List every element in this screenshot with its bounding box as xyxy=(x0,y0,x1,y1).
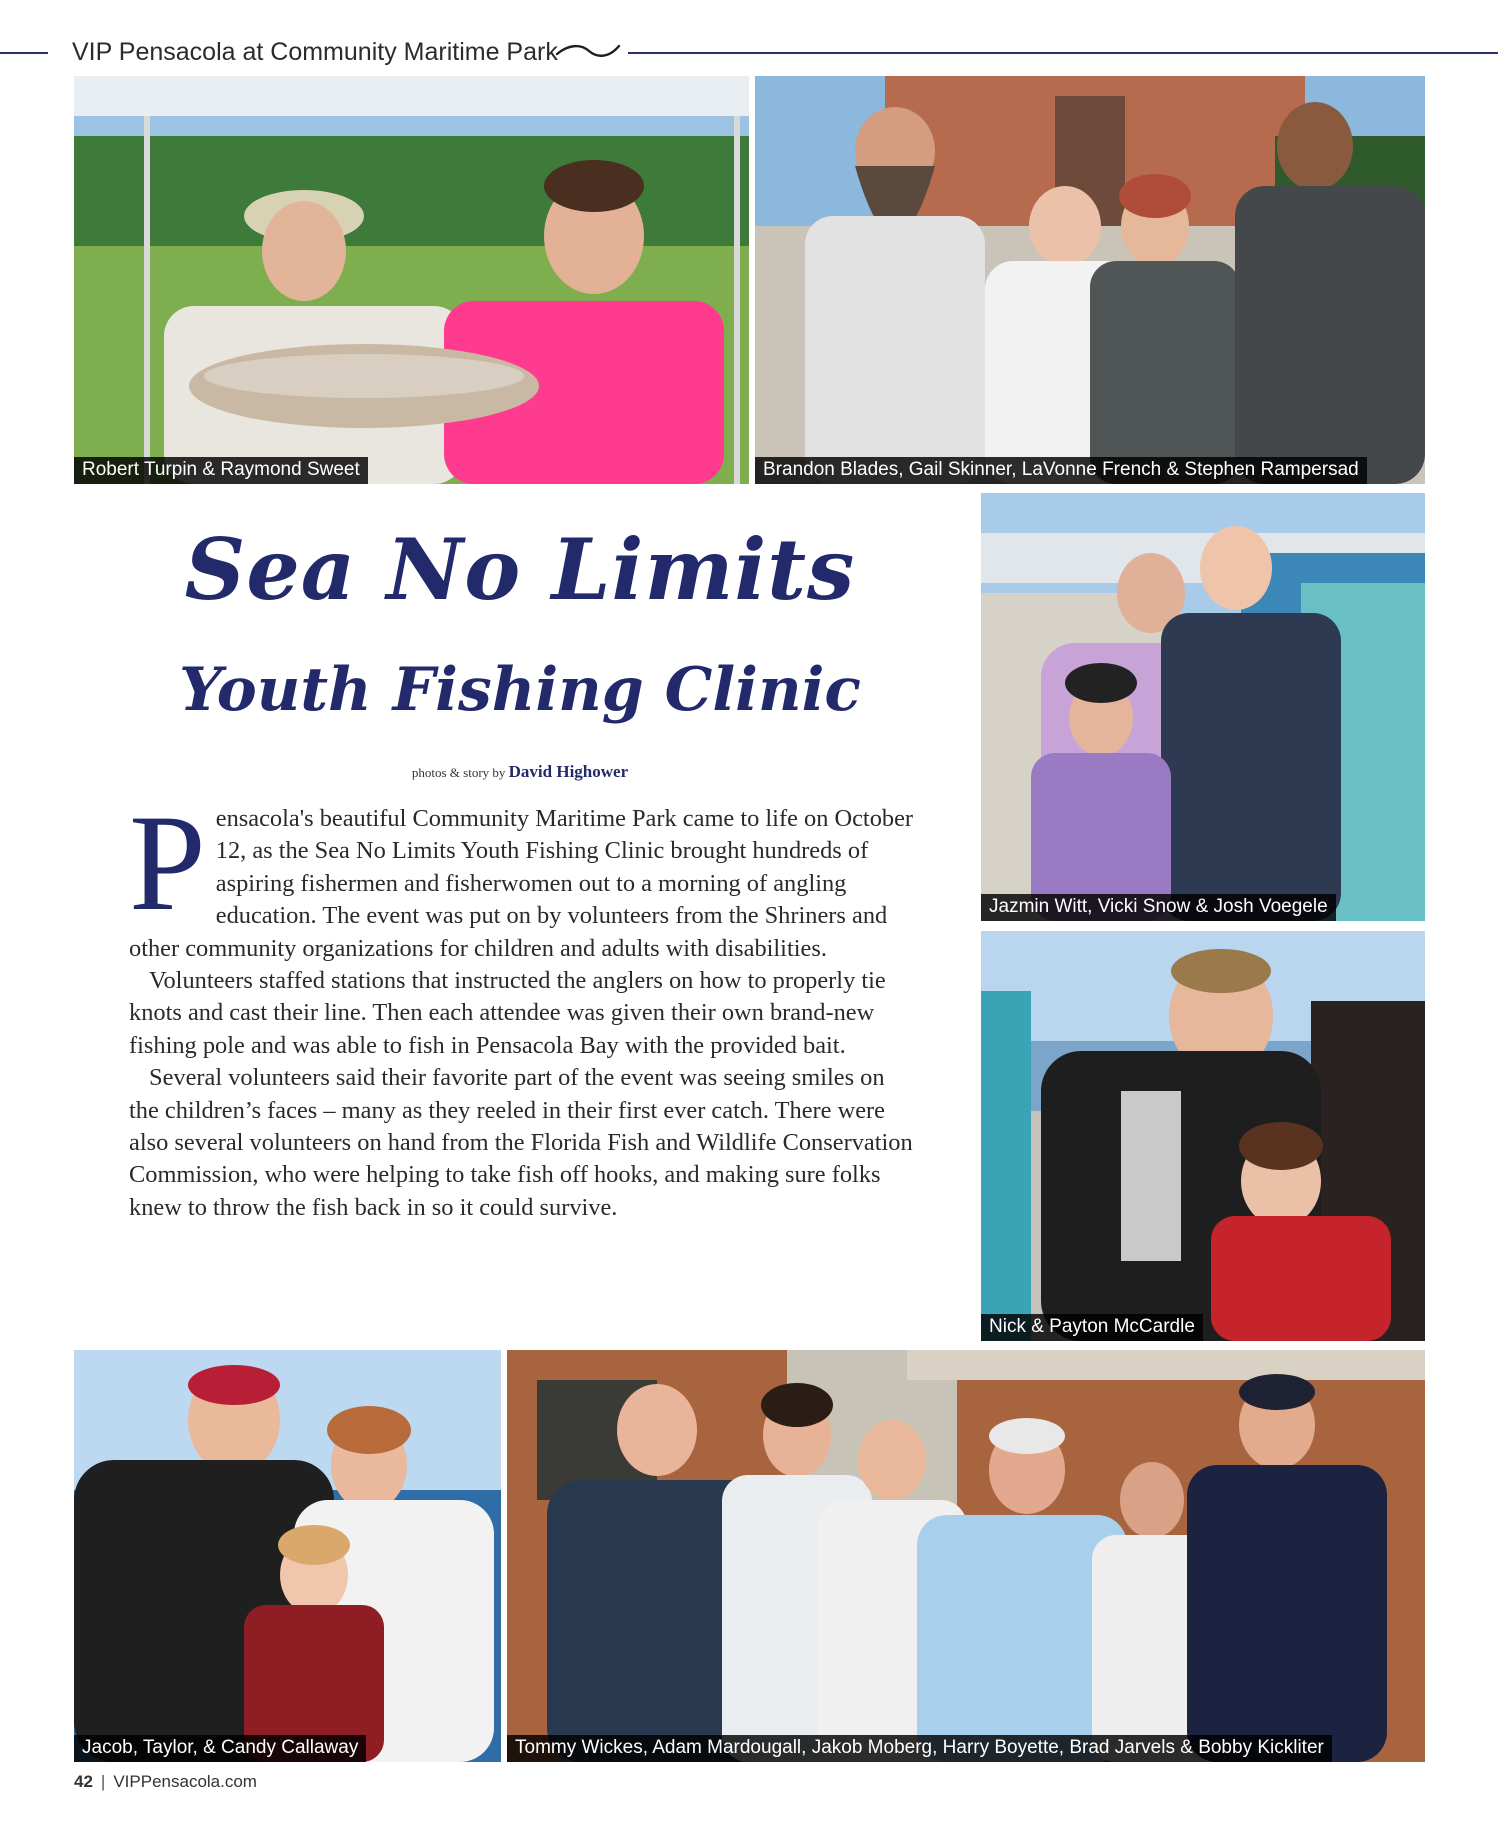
article-body xyxy=(129,786,919,1224)
byline-prefix: photos & story by xyxy=(411,765,506,780)
footer-separator: | xyxy=(100,1772,106,1791)
article-paragraph: Volunteers staffed stations that instructed the anglers on how to properly tie knots and cast their line. Then each attendee was given their own brand-new fishing pole and was able to fish in Pensacola Bay with the provided bait. xyxy=(129,967,886,1059)
header-rule-left xyxy=(0,52,48,54)
photo-caption: Jacob, Taylor, & Candy Callaway xyxy=(74,1735,366,1762)
article-paragraph: Several volunteers said their favorite part of the event was seeing smiles on the children’s faces – many as they reeled in their first ever catch. There were also several volunteers on hand from the Florida Fish and Wildlife Conservation Commission, who were helping to take fish off hooks, and making sure folks knew to throw the fish back in so it could survive. xyxy=(129,1064,913,1221)
drop-cap: P xyxy=(129,786,206,939)
section-title: VIP Pensacola at Community Maritime Park xyxy=(72,38,558,66)
page-number: 42 xyxy=(74,1772,93,1791)
photo-caption: Nick & Payton McCardle xyxy=(981,1314,1203,1341)
byline-author: David Highower xyxy=(508,762,629,781)
photo-image xyxy=(981,931,1425,1341)
photo-caption: Robert Turpin & Raymond Sweet xyxy=(74,457,368,484)
article-title: Sea No Limits xyxy=(184,520,856,619)
photo-volunteer-group xyxy=(507,1350,1425,1762)
photo-image xyxy=(74,1350,501,1762)
photo-father-son xyxy=(981,931,1425,1341)
website-link[interactable]: VIPPensacola.com xyxy=(113,1772,257,1791)
photo-image xyxy=(507,1350,1425,1762)
byline xyxy=(150,762,890,782)
photo-image xyxy=(981,493,1425,921)
page-footer xyxy=(74,1772,257,1792)
photo-caption: Brandon Blades, Gail Skinner, LaVonne French & Stephen Rampersad xyxy=(755,457,1367,484)
photo-image xyxy=(755,76,1425,484)
header-rule-right xyxy=(628,52,1498,54)
photo-pier-trio xyxy=(981,493,1425,921)
photo-caption: Tommy Wickes, Adam Mardougall, Jakob Moberg, Harry Boyette, Brad Jarvels & Bobby Kickliter xyxy=(507,1735,1332,1762)
photo-fish-holders xyxy=(74,76,749,484)
article-subtitle: Youth Fishing Clinic xyxy=(179,655,861,725)
photo-caption: Jazmin Witt, Vicki Snow & Josh Voegele xyxy=(981,894,1336,921)
article-paragraph: ensacola's beautiful Community Maritime Park came to life on October 12, as the Sea No Limits Youth Fishing Clinic brought hundreds of aspiring fishermen and fisherwomen out to a morning of angling education. The event was put on by volunteers from the Shriners and other community organizations for children and adults with disabilities. xyxy=(129,805,914,962)
photo-family-waterfront xyxy=(74,1350,501,1762)
photo-image xyxy=(74,76,749,484)
swoosh-ornament-icon xyxy=(555,40,621,62)
photo-group-brick-building xyxy=(755,76,1425,484)
